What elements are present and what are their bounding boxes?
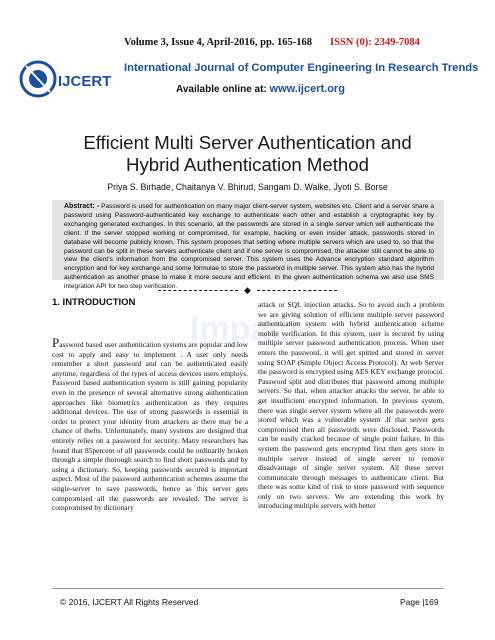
abstract-text: Password is used for authentication on many major client-server system, websites etc. Client and a server share a password using Password-authenticated key exchange to authenticate each other and establish a cryptographic key by exchanging generated exchanges. In this scenario, all the passwords are stored in a single server which will authenticate the client. If the server stopped working or compromised, for example, hacking or even insider attack, passwords stored in database will become publicly known. This system proposes that setting where multiple servers which are used to, so that the password can be split in these servers authenticate client and if one server is compromised, the attacker still cannot be able to view the client’s information from the compromised server. This system uses the Advance encryption standard algorithm encryption and for key exchange and some formulae to store the password in multiple server. This system also has the hybrid authentication as another phase to make it more secure and efficient. In the given authentication schema we also use SMS integration API for two step verification. — [64, 203, 434, 291]
paper-title — [40, 132, 455, 176]
column-left — [52, 335, 248, 513]
column-left-text: assword based user authentication systems are popular and low cost to apply and easy to implement . A user only needs remember a short password and can be authenticated easily anytime, regardless of the types of access devices users employs. Password based authentication system is still gaining popularity even in the presence of several alternative strong authentication approaches like biometrics authentication as they requires additional devices. The use of strong passwords is essential in order to protect your identity from attackers as there may be a chance of thefts. Unfortunately, many systems are designed that entirely relies on a password for security. Many researchers has found that 85percent of all passwords could be ordinarily broken through a simple thorough search to find short passwords and by using a dictionary. So, keeping passwords secured is important aspect. Most of the password authentication schemes assume the single-server to save passwords, hence as this server gets compromised all the passwords are revealed. The server is compromised by dictionary — [52, 340, 248, 513]
divider-line-right — [257, 290, 337, 291]
logo-text: IJCERT — [58, 73, 112, 90]
volume-info: Volume 3, Issue 4, April-2016, pp. 165-168 — [124, 37, 313, 48]
title-line-2: Hybrid Authentication Method — [126, 154, 369, 175]
issn-info: ISSN (0): 2349-7084 — [330, 37, 420, 48]
diamond-icon: ◆ — [244, 284, 251, 295]
author-list: Priya S. Birhade, Chaitanya V. Bhirud, Sangam D. Walke, Jyoti S. Borse — [107, 182, 388, 192]
available-label: Available online at: — [176, 84, 270, 95]
abstract-label: Abstract: - — [64, 203, 100, 210]
watermark: Impact — [190, 310, 300, 348]
section-divider — [150, 284, 345, 296]
footer-rule — [52, 588, 444, 589]
availability-line — [176, 83, 345, 95]
title-line-1: Efficient Multi Server Authentication and — [83, 132, 412, 153]
journal-url[interactable]: www.ijcert.org — [269, 83, 345, 95]
divider-line-left — [158, 290, 238, 291]
journal-name: International Journal of Computer Engineering In Research Trends — [124, 62, 479, 74]
page-number: Page |169 — [400, 597, 439, 607]
column-right: attack or SQL injection attacks. So to avoid such a problem we are giving solution of efficient multiple server password authentication system with hybrid authentication scheme mobile verification. In this system, user is secured by using multiple server password authentication process. When user enters the password, it will get spitted and stored in server using SOAP (Simple Object Access Protocol). At web Server the password is encrypted using AES KEY exchange protocol. Password split and distributes that password among multiple servers. So that, when attacker attacks the server, he able to get insufficient encrypted information. In previous system, there was single server system where all the passwords were stored which was a vulnerable system .If that server gets compromised then all passwords were disclosed. Passwords can be easily cracked because of single point failure. In this system the password gets encrypted first then gets store in multiple server instead of single server to remove disadvantage of single server system. All these server communicate through messages to authenticate client. But there was some kind of risk to store password with sequence only on two servers. We are extending this work by introducing multiple servers with better — [258, 300, 444, 511]
copyright-text: © 2016, IJCERT All Rights Reserved — [60, 597, 199, 607]
section-heading: 1. INTRODUCTION — [52, 297, 136, 308]
journal-logo — [18, 56, 123, 102]
drop-cap: P — [52, 335, 60, 350]
abstract — [64, 203, 434, 292]
